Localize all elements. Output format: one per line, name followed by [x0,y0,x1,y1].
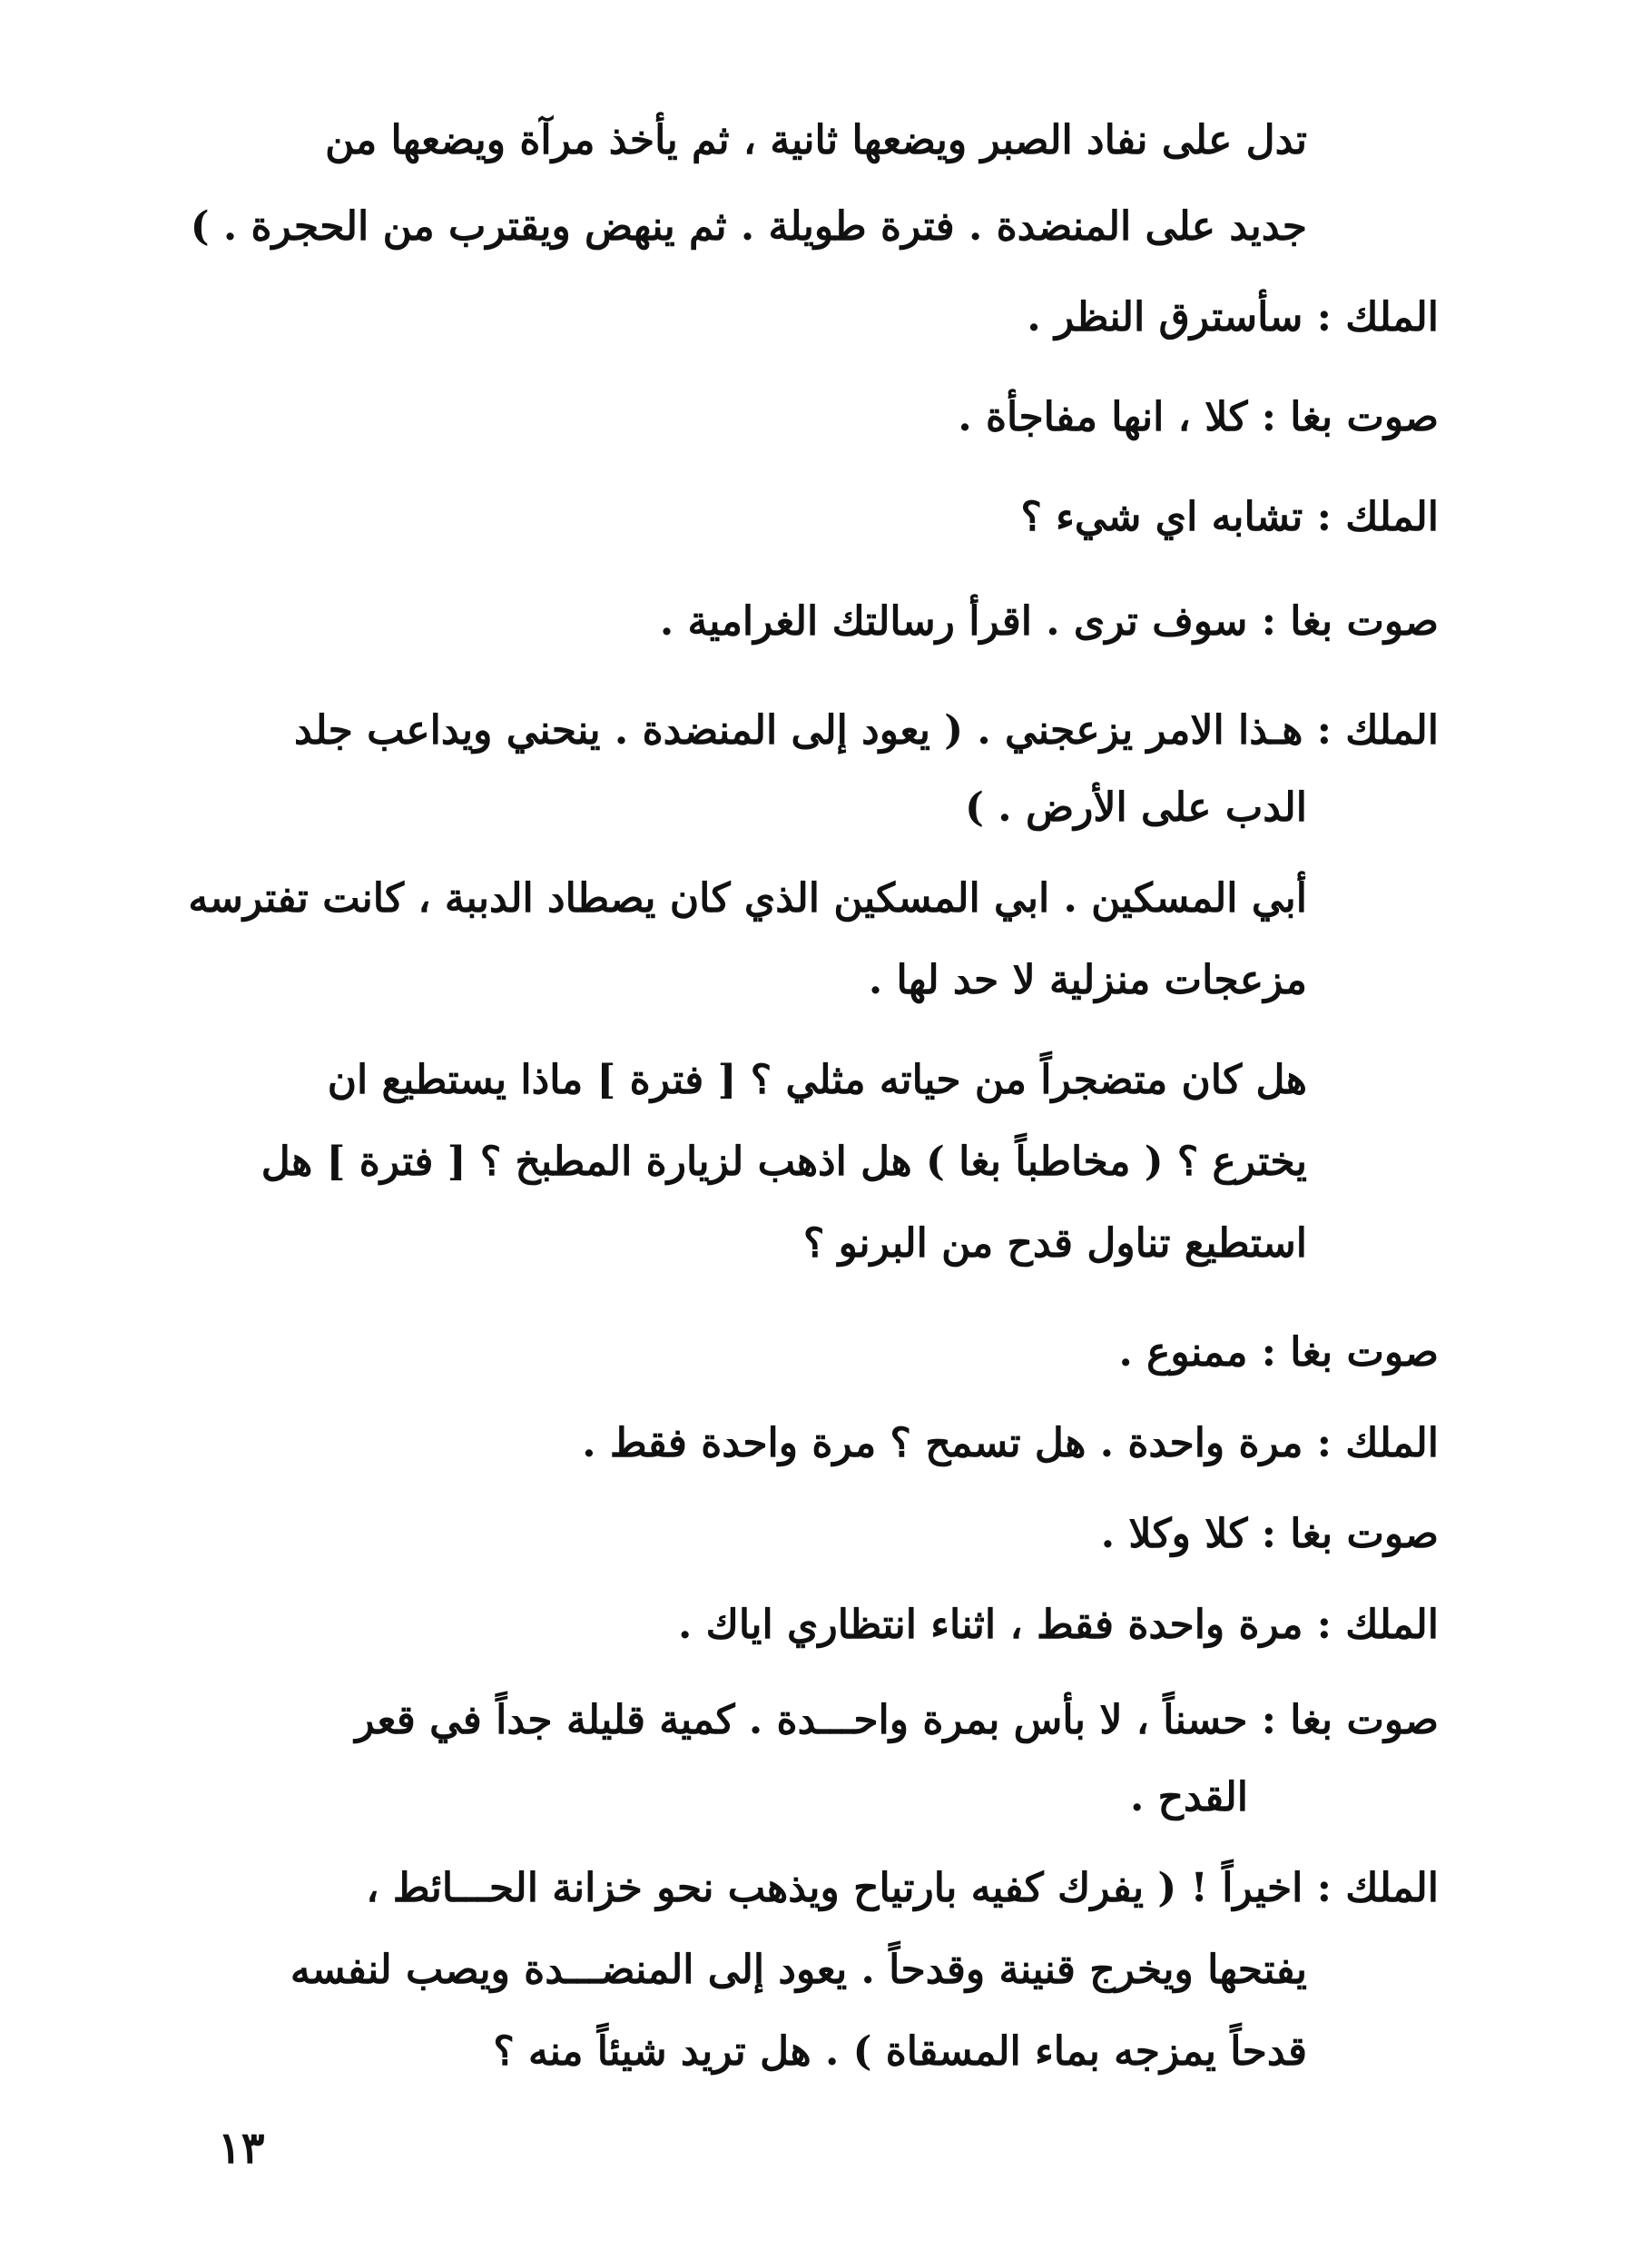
dialogue-line: الملك : اخيراً ! ( يفرك كفيه بارتياح ويذهب نحو خزانة الحـــائط ، [366,1865,1439,1911]
text-line: يفتحها ويخرج قنينة وقدحاً . يعود إلى المنضـــدة ويصب لنفسه [290,1947,1307,1993]
text-line: تدل على نفاد الصبر ويضعها ثانية ، ثم يأخذ مرآة ويضعها من [325,117,1307,163]
text-line: الدب على الأرض . ) [965,784,1307,831]
dialogue-line: الملك : مرة واحدة فقط ، اثناء انتظاري اياك . [677,1602,1439,1648]
page-number: ١٣ [218,2123,265,2174]
text-line: استطيع تناول قدح من البرنو ؟ [802,1220,1307,1267]
dialogue-line: صوت بغا : كلا ، انها مفاجأة . [958,394,1439,440]
dialogue-line: صوت بغا : سوف ترى . اقرأ رسالتك الغرامية . [659,598,1439,645]
text-line: القدح . [1129,1774,1248,1820]
dialogue-line: الملك : مرة واحدة . هل تسمح ؟ مرة واحدة فقط . [582,1420,1439,1466]
text-line: يخترع ؟ ( مخاطباً بغا ) هل اذهب لزيارة المطبخ ؟ [ فترة ] هل [261,1139,1307,1185]
text-line: مزعجات منزلية لا حد لها . [868,957,1307,1003]
dialogue-line: الملك : هـذا الامر يزعجني . ( يعود إلى المنضدة . ينحني ويداعب جلد [293,707,1439,754]
text-line: قدحاً يمزجه بماء المسقاة ) . هل تريد شيئاً منه ؟ [493,2028,1307,2075]
dialogue-line: صوت بغا : حسناً ، لا بأس بمرة واحـــدة . كمية قليلة جداً في قعر [355,1697,1439,1743]
dialogue-line: صوت بغا : كلا وكلا . [1100,1511,1439,1557]
dialogue-line: الملك : سأسترق النظر . [1027,294,1439,340]
dialogue-line: صوت بغا : ممنوع . [1118,1329,1439,1376]
text-line: هل كان متضجراً من حياته مثلي ؟ [ فترة ] ماذا يستطيع ان [327,1057,1307,1103]
dialogue-line: الملك : تشابه اي شيء ؟ [1020,494,1439,540]
text-line: أبي المسكين . ابي المسكين الذي كان يصطاد الدببة ، كانت تفترسه [188,875,1307,922]
text-line: جديد على المنضدة . فترة طويلة . ثم ينهض ويقترب من الحجرة . ) [190,203,1307,250]
